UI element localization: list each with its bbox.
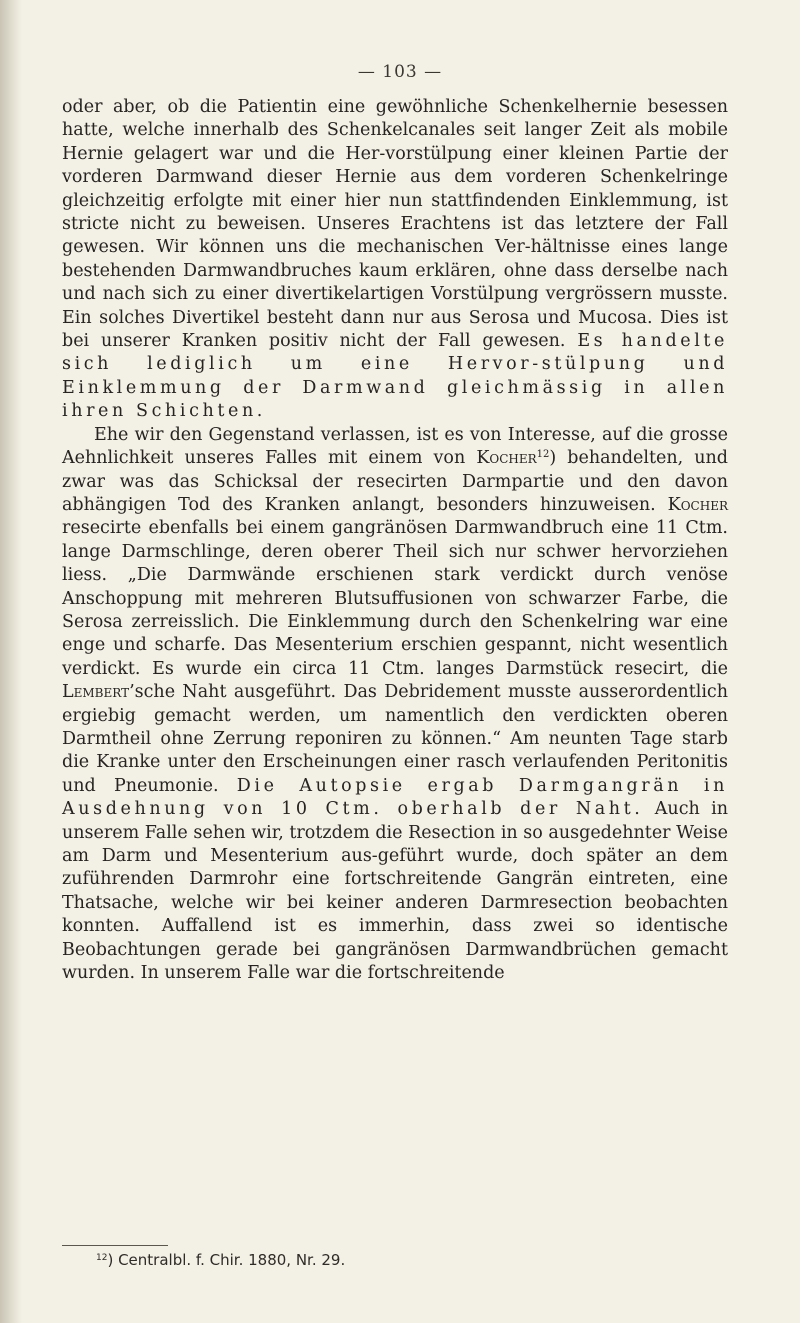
paragraph-2-part-3: resecirte ebenfalls bei einem gangränösen Darmwandbruch eine 11 Ctm. lange Darmschlinge, deren oberer Theil sich nur schwer hervorziehen liess. „Die Darmwände erschienen stark verdickt durch venöse Anschoppung mit mehreren Blutsuffusionen von schwarzer Farbe, die Serosa zerreisslich. Die Einklemmung durch den Schenkelring war eine enge und scharfe. Das Mesenterium erschien gespannt, nicht wesentlich verdickt. Es wurde ein circa 11 Ctm. langes Darmstück resecirt, die bbox=[62, 518, 728, 679]
paragraph-2-part-2: ) behandelten, und zwar was das Schicksal der resecirten Darmpartie und den davon abhängigen Tod des Kranken anlangt, besonders hinzuweisen. bbox=[62, 448, 728, 515]
author-kocher: Kocher bbox=[476, 448, 537, 469]
paragraph-2-part-4: ’sche Naht ausgeführt. Das Debridement musste ausserordentlich ergiebig gemacht werden, um namentlich den verdickten oberen Darmtheil ohne Zerrung reponiren zu können.“ Am neunten Tage starb die Kranke unter den Erscheinungen einer rasch verlaufenden Peritonitis und Pneumonie. bbox=[62, 682, 728, 796]
paragraph-1-text: oder aber, ob die Patientin eine gewöhnliche Schenkelhernie besessen hatte, welche innerhalb des Schenkelcanales seit langer Zeit als mobile Hernie gelagert war und die Her-vorstülpung einer kleinen Partie der vorderen Darmwand dieser Hernie aus dem vorderen Schenkelringe gleichzeitig erfolgte mit einer hier nun stattfindenden Einklemmung, ist stricte nicht zu beweisen. Unseres Erachtens ist das letztere der Fall gewesen. Wir können uns die mechanischen Ver-hältnisse eines lange bestehenden Darmwandbruches kaum erklären, ohne dass derselbe nach und nach sich zu einer divertikelartigen Vorstülpung vergrössern musste. Ein solches Divertikel besteht dann nur aus Serosa und Mucosa. Dies ist bei unserer Kranken positiv nicht der Fall gewesen. bbox=[62, 97, 728, 352]
body-text bbox=[62, 96, 728, 985]
footnote-number: 12 bbox=[96, 1253, 108, 1263]
footnote bbox=[96, 1251, 716, 1269]
paragraph-2-part-1: Ehe wir den Gegenstand verlassen, ist es von Interesse, auf die grosse Aehnlichkeit unseres Falles mit einem von bbox=[62, 424, 728, 469]
author-kocher-2: Kocher bbox=[667, 494, 728, 515]
paragraph-1 bbox=[62, 96, 728, 424]
page-number: — 103 — bbox=[357, 62, 443, 82]
paragraph-2-spaced-emphasis: Die Autopsie ergab Darmgangrän in Ausdehnung von 10 Ctm. oberhalb der Naht. bbox=[62, 775, 728, 820]
footnote-reference: 12 bbox=[536, 449, 550, 461]
footnote-divider bbox=[62, 1245, 168, 1246]
paragraph-1-spaced-emphasis: Es handelte sich lediglich um eine Hervor-stülpung und Einklemmung der Darmwand gleichmässig in allen ihren Schichten. bbox=[62, 331, 728, 422]
author-lembert: Lembert bbox=[62, 682, 130, 703]
paragraph-2-part-5: Auch in unserem Falle sehen wir, trotzdem die Resection in so ausgedehnter Weise am Darm und Mesenterium aus-geführt wurde, doch später an dem zuführenden Darmrohr eine fortschreitende Gangrän eintreten, eine Thatsache, welche wir bei keiner anderen Darmresection beobachten konnten. Auffallend ist es immerhin, dass zwei so identische Beobachtungen gerade bei gangränösen Darmwandbrüchen gemacht wurden. In unserem Falle war die fortschreitende bbox=[62, 799, 728, 984]
footnote-text: ) Centralbl. f. Chir. 1880, Nr. 29. bbox=[107, 1251, 346, 1269]
paragraph-2 bbox=[62, 424, 728, 986]
gutter-shadow bbox=[0, 0, 22, 1323]
